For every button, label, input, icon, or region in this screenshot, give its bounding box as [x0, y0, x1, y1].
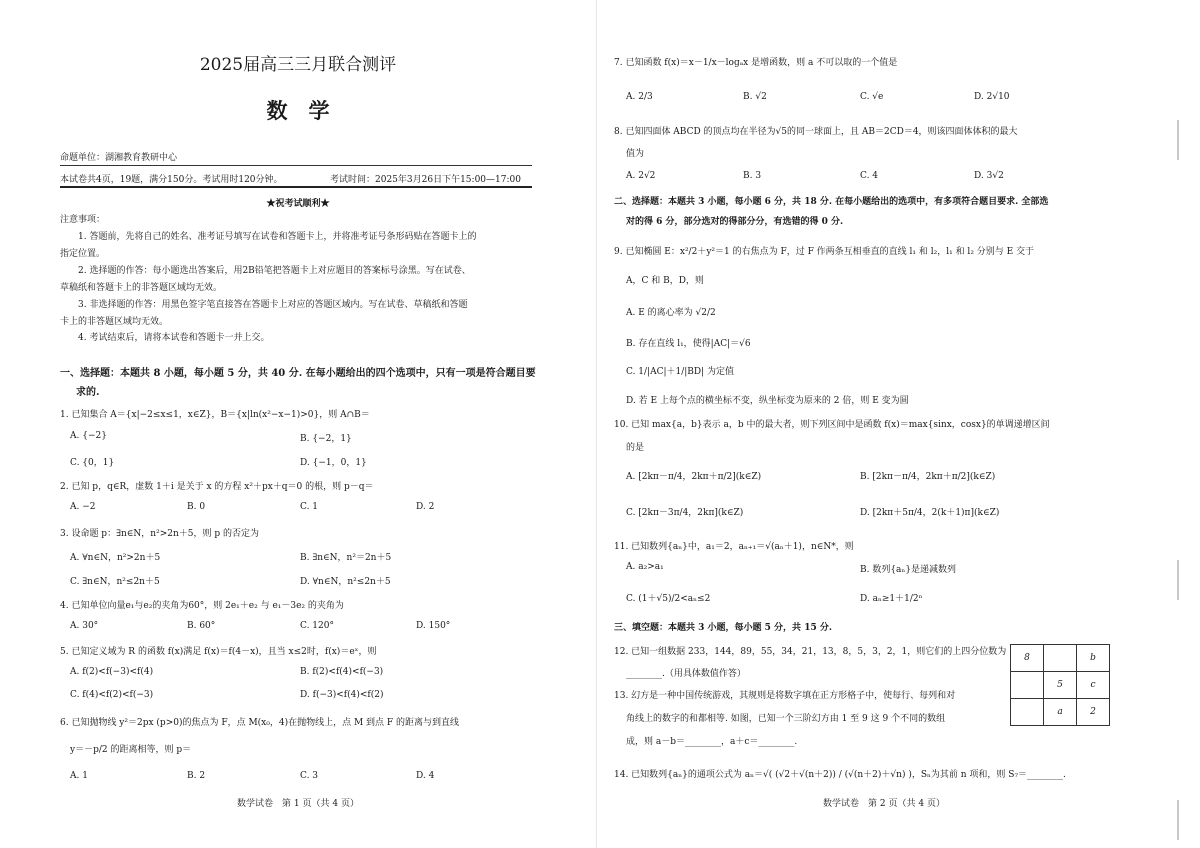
q11-option-d: D. aₙ≥1＋1/2ⁿ [860, 594, 923, 604]
magic-square-grid [1010, 644, 1110, 726]
q4-option-c: C. 120° [300, 621, 334, 631]
q8-stem: 8. 已知四面体 ABCD 的顶点均在半径为√5的同一球面上，且 AB＝2CD＝4，则该四面体体积的最大 [614, 127, 1018, 137]
exam-title: 2025届高三三月联合测评 [199, 55, 397, 75]
author-line: 命题单位：湖湘教育教研中心 [60, 153, 178, 163]
page2-footer: 数学试卷 第 2 页（共 4 页） [823, 799, 945, 809]
scan-edge-mark [1177, 560, 1179, 600]
q2-option-d: D. 2 [416, 502, 435, 512]
q7-option-a: A. 2/3 [626, 92, 653, 102]
page1-footer: 数学试卷 第 1 页（共 4 页） [237, 799, 359, 809]
q1-option-a: A. {−2} [70, 431, 107, 441]
scan-edge-mark [1177, 800, 1179, 840]
q5-stem: 5. 已知定义域为 R 的函数 f(x)满足 f(x)＝f(4－x)，且当 x≤2时，f(x)＝eˣ，则 [60, 647, 377, 657]
q1-option-c: C. {0，1} [70, 458, 115, 468]
q3-option-b: B. ∃n∈N，n²＝2n＋5 [300, 553, 392, 563]
q8-option-b: B. 3 [743, 171, 762, 181]
magic-cell [1011, 699, 1044, 726]
q1-option-d: D. {−1，0，1} [300, 458, 367, 468]
q8-option-c: C. 4 [860, 171, 879, 181]
q6-option-b: B. 2 [187, 771, 206, 781]
q2-option-c: C. 1 [300, 502, 319, 512]
q5-option-c: C. f(4)<f(2)<f(−3) [70, 690, 154, 700]
magic-cell [1011, 672, 1044, 699]
exam-info: 本试卷共4页，19题，满分150分。考试用时120分钟。 [60, 175, 283, 185]
q3-option-a: A. ∀n∈N，n²>2n＋5 [70, 553, 161, 563]
q7-stem: 7. 已知函数 f(x)＝x－1/x－logₐx 是增函数，则 a 不可以取的一个值是 [614, 58, 898, 68]
magic-cell [1044, 645, 1077, 672]
subject-title: 数 学 [266, 98, 330, 123]
q7-option-d: D. 2√10 [974, 92, 1010, 102]
exam-time: 考试时间：2025年3月26日下午15:00—17:00 [330, 175, 521, 185]
section1-heading-cont: 求的. [76, 387, 100, 398]
q11-option-b: B. 数列{aₙ}是递减数列 [860, 565, 957, 575]
q6-stem-cont: y＝－p/2 的距离相等，则 p＝ [70, 745, 192, 755]
q9-stem-cont: A，C 和 B，D，则 [626, 276, 704, 286]
q7-option-c: C. √e [860, 92, 884, 102]
note-line: 3. 非选择题的作答：用黑色签字笔直接答在答题卡上对应的答题区域内。写在试卷、草稿纸和答题 [78, 300, 468, 310]
q12-stem: 12. 已知一组数据 233，144，89，55，34，21，13，8，5，3，2，1，则它们的上四分位数为 [614, 647, 1007, 657]
q10-stem-cont: 的是 [626, 443, 645, 453]
note-line: 草稿纸和答题卡上的非答题区域均无效。 [60, 283, 223, 293]
q10-option-a: A. [2kπ－π/4，2kπ＋π/2](k∈Z) [626, 472, 762, 482]
q12-stem-cont: ________.（用具体数值作答） [626, 669, 746, 679]
note-line: 卡上的非答题区域均无效。 [60, 317, 169, 327]
q9-stem: 9. 已知椭圆 E：x²/2＋y²＝1 的右焦点为 F，过 F 作两条互相垂直的直线 l₁ 和 l₂，l₁ 和 l₂ 分别与 E 交于 [614, 247, 1035, 257]
note-line: 4. 考试结束后，请将本试卷和答题卡一并上交。 [78, 333, 270, 343]
magic-cell: a [1044, 699, 1077, 726]
exam-page-2 [598, 0, 1170, 848]
q5-option-b: B. f(2)<f(4)<f(−3) [300, 667, 384, 677]
section2-heading-cont: 对的得 6 分，部分选对的得部分分，有选错的得 0 分. [626, 217, 844, 227]
q4-stem: 4. 已知单位向量e₁与e₂的夹角为60°，则 2e₁＋e₂ 与 e₁－3e₂ 的夹角为 [60, 601, 344, 611]
q10-stem: 10. 已知 max{a，b}表示 a，b 中的最大者，则下列区间中是函数 f(x)＝max{sinx，cosx}的单调递增区间 [614, 420, 1050, 430]
magic-cell: 8 [1011, 645, 1044, 672]
q4-option-b: B. 60° [187, 621, 216, 631]
scan-edge-mark [1177, 120, 1179, 160]
notes-title: 注意事项： [60, 215, 106, 225]
q6-stem: 6. 已知抛物线 y²＝2px (p>0)的焦点为 F，点 M(x₀，4)在抛物线上，点 M 到点 F 的距离与到直线 [60, 718, 459, 728]
magic-cell: 2 [1077, 699, 1110, 726]
q4-option-d: D. 150° [416, 621, 451, 631]
q13-stem-cont: 成，则 a－b＝________，a＋c＝________. [626, 737, 798, 747]
q8-option-d: D. 3√2 [974, 171, 1004, 181]
q3-option-c: C. ∃n∈N，n²≤2n＋5 [70, 577, 160, 587]
q9-option-d: D. 若 E 上每个点的横坐标不变，纵坐标变为原来的 2 倍，则 E 变为圆 [626, 396, 909, 406]
q9-option-c: C. 1/|AC|＋1/|BD| 为定值 [626, 367, 735, 377]
magic-cell: b [1077, 645, 1110, 672]
wish-line: ★祝考试顺利★ [266, 199, 330, 209]
q11-stem: 11. 已知数列{aₙ}中，a₁＝2，aₙ₊₁＝√(aₙ＋1)，n∈N*，则 [614, 542, 854, 552]
q3-option-d: D. ∀n∈N，n²≤2n＋5 [300, 577, 391, 587]
q6-option-a: A. 1 [70, 771, 88, 781]
q8-option-a: A. 2√2 [626, 171, 656, 181]
q6-option-c: C. 3 [300, 771, 319, 781]
q1-option-b: B. {−2，1} [300, 434, 352, 444]
section1-heading: 一、选择题：本题共 8 小题，每小题 5 分，共 40 分. 在每小题给出的四个选项中，只有一项是符合题目要 [60, 368, 536, 379]
section2-heading: 二、选择题：本题共 3 小题，每小题 6 分，共 18 分. 在每小题给出的选项中，有多项符合题目要求. 全部选 [614, 197, 1049, 207]
q2-option-b: B. 0 [187, 502, 206, 512]
q8-stem-cont: 值为 [626, 149, 645, 159]
q4-option-a: A. 30° [70, 621, 99, 631]
exam-page-1 [0, 0, 596, 848]
q2-option-a: A. −2 [70, 502, 96, 512]
q10-option-d: D. [2kπ＋5π/4，2(k＋1)π](k∈Z) [860, 508, 1000, 518]
header-rule-thick [60, 186, 532, 188]
q5-option-a: A. f(2)<f(−3)<f(4) [70, 667, 154, 677]
q13-stem-cont: 角线上的数字的和都相等. 如图，已知一个三阶幻方由 1 至 9 这 9 个不同的数组 [626, 714, 946, 724]
magic-cell: c [1077, 672, 1110, 699]
page-divider [596, 0, 597, 848]
q5-option-d: D. f(−3)<f(4)<f(2) [300, 690, 384, 700]
q9-option-a: A. E 的离心率为 √2/2 [626, 308, 716, 318]
note-line: 指定位置。 [60, 249, 106, 259]
q14-stem: 14. 已知数列{aₙ}的通项公式为 aₙ＝√( (√2＋√(n＋2)) / (√(n＋2)＋√n) )，Sₙ为其前 n 项和，则 S₇＝________. [614, 770, 1066, 780]
note-line: 2. 选择题的作答：每小题选出答案后，用2B铅笔把答题卡上对应题目的答案标号涂黑。写在试卷、 [78, 266, 471, 276]
q6-option-d: D. 4 [416, 771, 435, 781]
q13-stem: 13. 幻方是一种中国传统游戏，其规则是将数字填在正方形格子中，使每行、每列和对 [614, 691, 956, 701]
q9-option-b: B. 存在直线 l₁，使得|AC|＝√6 [626, 339, 751, 349]
q10-option-b: B. [2kπ－π/4，2kπ＋π/2](k∈Z) [860, 472, 996, 482]
q11-option-c: C. (1＋√5)/2<aₙ≤2 [626, 594, 711, 604]
q7-option-b: B. √2 [743, 92, 767, 102]
q10-option-c: C. [2kπ－3π/4，2kπ](k∈Z) [626, 508, 744, 518]
q11-option-a: A. a₂>a₁ [626, 562, 664, 572]
q2-stem: 2. 已知 p，q∈R，虚数 1＋i 是关于 x 的方程 x²＋px＋q＝0 的根，则 p－q＝ [60, 482, 374, 492]
q3-stem: 3. 设命题 p：∃n∈N，n²>2n＋5，则 p 的否定为 [60, 529, 259, 539]
q1-stem: 1. 已知集合 A＝{x|−2≤x≤1，x∈Z}，B＝{x|ln(x²−x−1)>0}，则 A∩B＝ [60, 410, 370, 420]
section3-heading: 三、填空题：本题共 3 小题，每小题 5 分，共 15 分. [614, 623, 832, 633]
magic-cell: 5 [1044, 672, 1077, 699]
header-rule [60, 165, 532, 166]
note-line: 1. 答题前，先将自己的姓名、准考证号填写在试卷和答题卡上，并将准考证号条形码贴在答题卡上的 [78, 232, 477, 242]
